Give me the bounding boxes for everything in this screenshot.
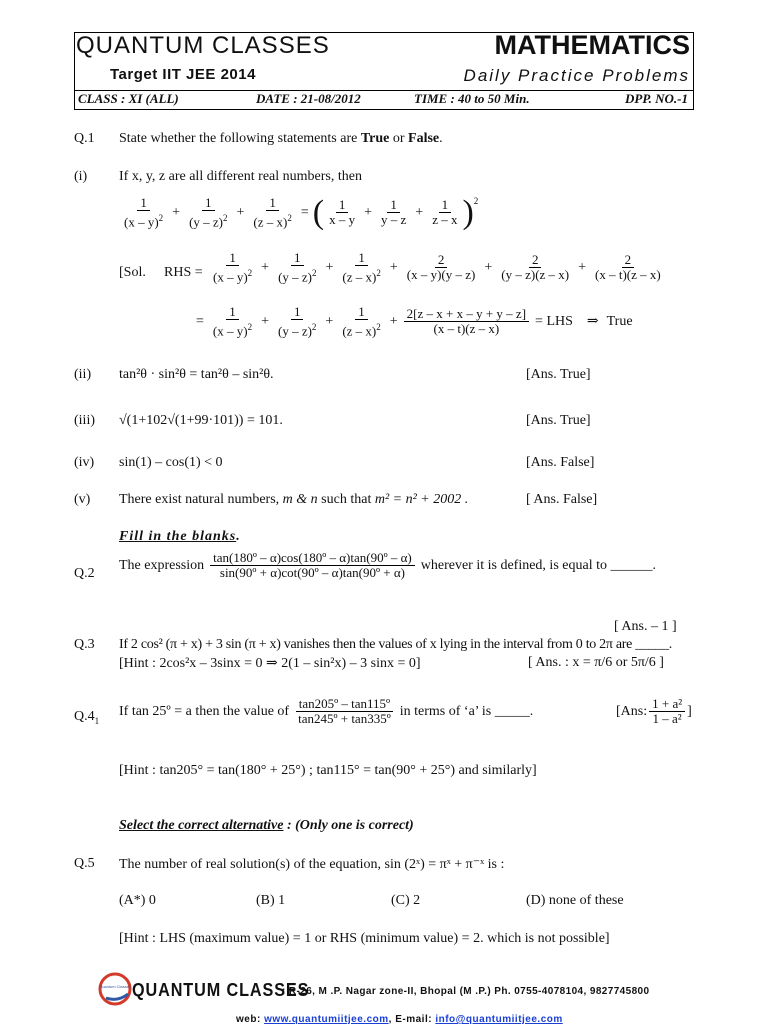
q3-answer: [ Ans. : x = π/6 or 5π/6 ] [528,655,664,670]
footer-brand: QUANTUM CLASSES [132,980,310,1000]
q1-ii-text: tan²θ · sin²θ = tan²θ – sin²θ. [119,367,274,382]
dpp-title: Daily Practice Problems [463,66,690,85]
q1-i-rhs-label: RHS = [164,265,203,280]
q4-number: $Q.4_1$ [74,709,100,726]
q1-i-text: If x, y, z are all different real numbers, then [119,169,362,184]
q1-v-text: There exist natural numbers, m & n such that m² = n² + 2002 . [119,492,469,507]
q5-hint: [Hint : LHS (maximum value) = 1 or RHS (minimum value) = 2. which is not possible] [119,931,610,946]
svg-text:Quantum Classes: Quantum Classes [99,984,131,989]
q3-hint: [Hint : 2cos²x – 3sinx = 0 ⇒ 2(1 – sin²x) – 3 sinx = 0] [119,656,421,671]
q5-number: Q.5 [74,856,95,871]
q1-iv-text: sin(1) – cos(1) < 0 [119,455,223,470]
q5-option-d: (D) none of these [526,893,624,908]
subject-title: MATHEMATICS [494,30,690,60]
q4-answer: [Ans: $\frac{\text{1 + a²}}{\text{1 – a²}}$ ] [616,696,692,726]
q1-ii-answer: [Ans. True] [526,367,591,382]
q1-iii-answer: [Ans. True] [526,413,591,428]
class-label: CLASS : XI (ALL) [78,91,179,106]
q2-question: The expression $\frac{\text{tan(180º – α)cos(180º – α)tan(90º – α)}}{\text{sin(90º + α)cot(90º – α)tan(90º + α)}}$ wherever it is defined, is equal to ______. [119,550,656,580]
q4-hint: [Hint : tan205° = tan(180° + 25°) ; tan115° = tan(90° + 25°) and similarly] [119,763,537,778]
q1-i-simplification: = $\frac{1}{(x - y)^2}$ + $\frac{1}{(y - z)^2}$ + $\frac{1}{(z - x)^2}$ + $\frac{2[z - x + x - y + y - z]}{(x - t)(z - x)}$ = LHS ⇒ True [196,304,633,339]
q1-i-number: (i) [74,169,88,184]
q1-v-number: (v) [74,492,91,507]
brand-title: QUANTUM CLASSES [76,32,330,59]
q3-number: Q.3 [74,637,95,652]
q1-number: Q.1 [74,131,95,146]
q1-iv-number: (iv) [74,455,95,470]
email-link[interactable]: info@quantumiitjee.com [435,1014,563,1025]
q1-i-identity: $\frac{1}{(x - y)^2}$ + $\frac{1}{(y - z)^2}$ + $\frac{1}{(z - x)^2}$ = ( $\frac{1}{x - y}$ + $\frac{1}{y - z}$ + $\frac{1}{z - x}$ ) $^2$ [124,193,479,231]
target-label: Target IIT JEE 2014 [110,66,256,83]
q1-i-rhs-expansion: $\frac{1}{(x - y)^2}$ + $\frac{1}{(y - z)^2}$ + $\frac{1}{(z - x)^2}$ + $\frac{2}{(x - y)(y - z)}$ + $\frac{2}{(y - z)(z - x)}$ + $\frac{2}{(x - t)(z - x)}$ [213,250,661,285]
q4-question: If tan 25º = a then the value of $\frac{\text{tan205º – tan115º}}{\text{tan245º + tan335º}}$ in terms of ‘a’ is _____. [119,696,534,726]
quantum-logo [98,972,132,1006]
footer-address: : R-26, M .P. Nagar zone-II, Bhopal (M .P.) Ph. 0755-4078104, 9827745800 [282,986,650,997]
footer-contact: web: www.quantumiitjee.com, E-mail: info@quantumiitjee.com [236,1014,563,1025]
q1-iv-answer: [Ans. False] [526,455,595,470]
time-label: TIME : 40 to 50 Min. [414,91,530,106]
q5-text: The number of real solution(s) of the equation, sin (2ˣ) = πˣ + π⁻ˣ is : [119,857,505,872]
q2-number: Q.2 [74,566,95,581]
q1-stem: State whether the following statements are True or False. [119,131,443,146]
q1-ii-number: (ii) [74,367,92,382]
date-label: DATE : 21-08/2012 [256,91,361,106]
q1-iii-number: (iii) [74,413,95,428]
fill-in-blanks-heading: Fill in the blanks. [119,529,241,544]
q2-answer: [ Ans. – 1 ] [614,619,677,634]
website-link[interactable]: www.quantumiitjee.com [264,1014,389,1025]
dpp-number: DPP. NO.-1 [625,91,688,106]
select-alternative-heading: Select the correct alternative : (Only one is correct) [119,818,414,833]
q5-option-b: (B) 1 [256,893,286,908]
q5-option-c: (C) 2 [391,893,421,908]
q5-option-a: (A*) 0 [119,893,156,908]
q1-i-sol-label: [Sol. [119,265,146,280]
q1-v-answer: [ Ans. False] [526,492,598,507]
q1-iii-text: √(1+102√(1+99·101)) = 101. [119,413,283,428]
q3-text: If 2 cos² (π + x) + 3 sin (π + x) vanishes then the values of x lying in the interval from 0 to 2π are _____. [119,637,672,652]
